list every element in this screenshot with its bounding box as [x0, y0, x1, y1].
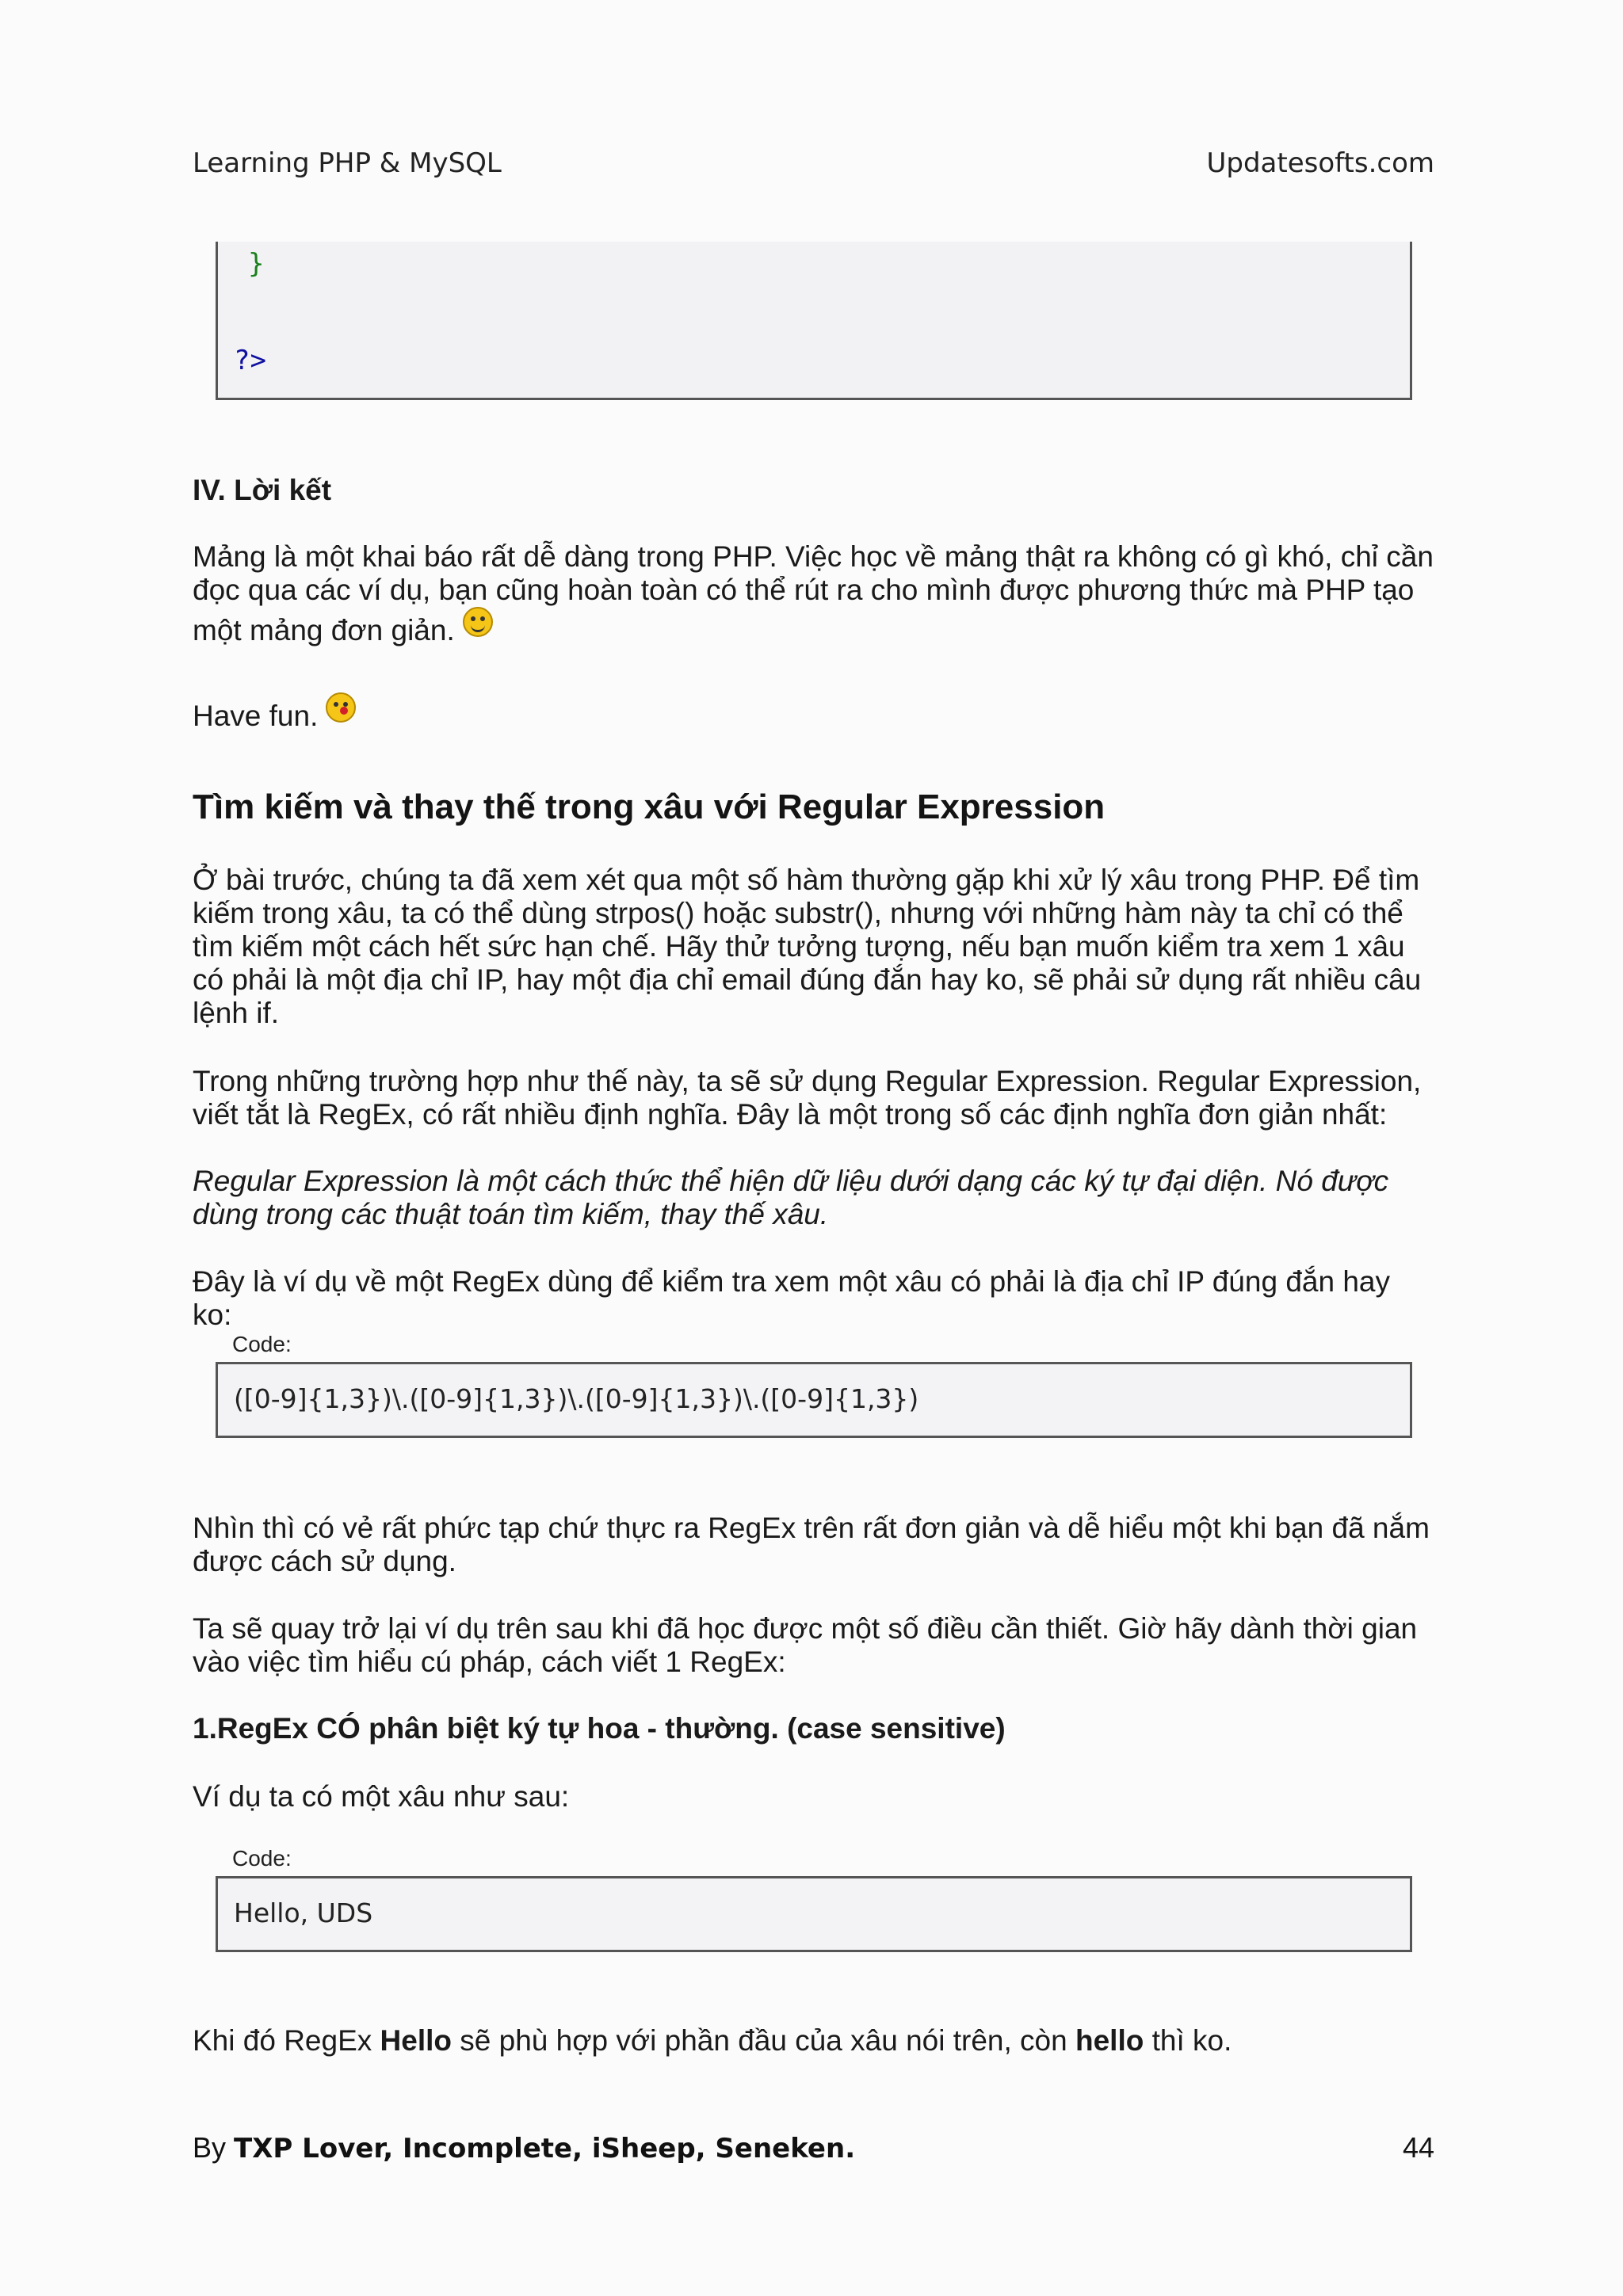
- regex-definition: Regular Expression là một cách thức thể hiện dữ liệu dưới dạng các ký tự đại diện. Nó được dùng trong các thuật toán tìm kiếm, thay thế xâu.: [193, 1165, 1389, 1230]
- article-paragraph-6: Ta sẽ quay trở lại ví dụ trên sau khi đã học được một số điều cần thiết. Giờ hãy dành thời gian vào việc tìm hiểu cú pháp, cách viết 1 RegEx:: [193, 1612, 1418, 1678]
- header-title: Learning PHP & MySQL: [193, 147, 502, 179]
- code-block-hello-string: [216, 1876, 1412, 1952]
- article-paragraph-2: Trong những trường hợp như thế này, ta sẽ sử dụng Regular Expression. Regular Expression, viết tắt là RegEx, có rất nhiều định nghĩa. Đây là một trong số các định nghĩa đơn giản nhất:: [193, 1065, 1422, 1131]
- code-label: Code:: [232, 1332, 292, 1356]
- page-number: 44: [1402, 2131, 1434, 2164]
- conclusion-paragraph: [193, 540, 1437, 647]
- footer-authors-line: [193, 2131, 855, 2164]
- text: Khi đó RegEx: [193, 2024, 380, 2057]
- article-title: Tìm kiếm và thay thế trong xâu với Regular Expression: [193, 788, 1106, 826]
- bold-regex-lowercase-hello: hello: [1075, 2024, 1144, 2057]
- code-line: ([0-9]{1,3})\.([0-9]{1,3})\.([0-9]{1,3})\.([0-9]{1,3}): [234, 1383, 919, 1414]
- have-fun-text: Have fun.: [193, 700, 319, 732]
- kiss-emoticon-icon: [326, 692, 356, 723]
- code-line: Hello, UDS: [234, 1897, 373, 1928]
- text: sẽ phù hợp với phần đầu của xâu nói trên, còn: [452, 2024, 1075, 2057]
- code-php-close-tag: ?>: [234, 345, 266, 376]
- article-paragraph-5: Nhìn thì có vẻ rất phức tạp chứ thực ra RegEx trên rất đơn giản và dễ hiểu một khi bạn đã nắm được cách sử dụng.: [193, 1512, 1430, 1577]
- code-block-php-end: [216, 242, 1412, 400]
- footer-authors: TXP Lover, Incomplete, iSheep, Seneken.: [234, 2133, 856, 2164]
- text: thì ko.: [1144, 2024, 1232, 2057]
- grin-emoticon-icon: [463, 607, 493, 637]
- header-site: Updatesofts.com: [1206, 147, 1434, 179]
- have-fun-paragraph: [193, 692, 1437, 733]
- section-heading-conclusion: IV. Lời kết: [193, 474, 332, 506]
- conclusion-text: Mảng là một khai báo rất dễ dàng trong PHP. Việc học về mảng thật ra không có gì khó, chỉ cần đọc qua các ví dụ, bạn cũng hoàn toàn có thể rút ra cho mình được phương thức mà PHP tạo một mảng đơn giản.: [193, 540, 1434, 646]
- article-paragraph-7: Ví dụ ta có một xâu như sau:: [193, 1780, 570, 1813]
- code-label: Code:: [232, 1846, 292, 1871]
- code-brace: }: [248, 248, 265, 280]
- code-block-ip-regex: [216, 1362, 1412, 1438]
- article-paragraph-8: [193, 2024, 1437, 2058]
- article-paragraph-4: Đây là ví dụ về một RegEx dùng để kiểm tra xem một xâu có phải là địa chỉ IP đúng đắn hay ko:: [193, 1265, 1390, 1331]
- subsection-heading-case-sensitive: 1.RegEx CÓ phân biệt ký tự hoa - thường. (case sensitive): [193, 1712, 1006, 1745]
- bold-regex-hello: Hello: [380, 2024, 452, 2057]
- article-paragraph-1: Ở bài trước, chúng ta đã xem xét qua một số hàm thường gặp khi xử lý xâu trong PHP. Để tìm kiếm trong xâu, ta có thể dùng strpos() hoặc substr(), nhưng với những hàm này ta chỉ có thể tìm kiếm một cách hết sức hạn chế. Hãy thử tưởng tượng, nếu bạn muốn kiểm tra xem 1 xâu có phải là một địa chỉ IP, hay một địa chỉ email đúng đắn hay ko, sẽ phải sử dụng rất nhiều câu lệnh if.: [193, 864, 1422, 1029]
- footer-by: By: [193, 2131, 235, 2164]
